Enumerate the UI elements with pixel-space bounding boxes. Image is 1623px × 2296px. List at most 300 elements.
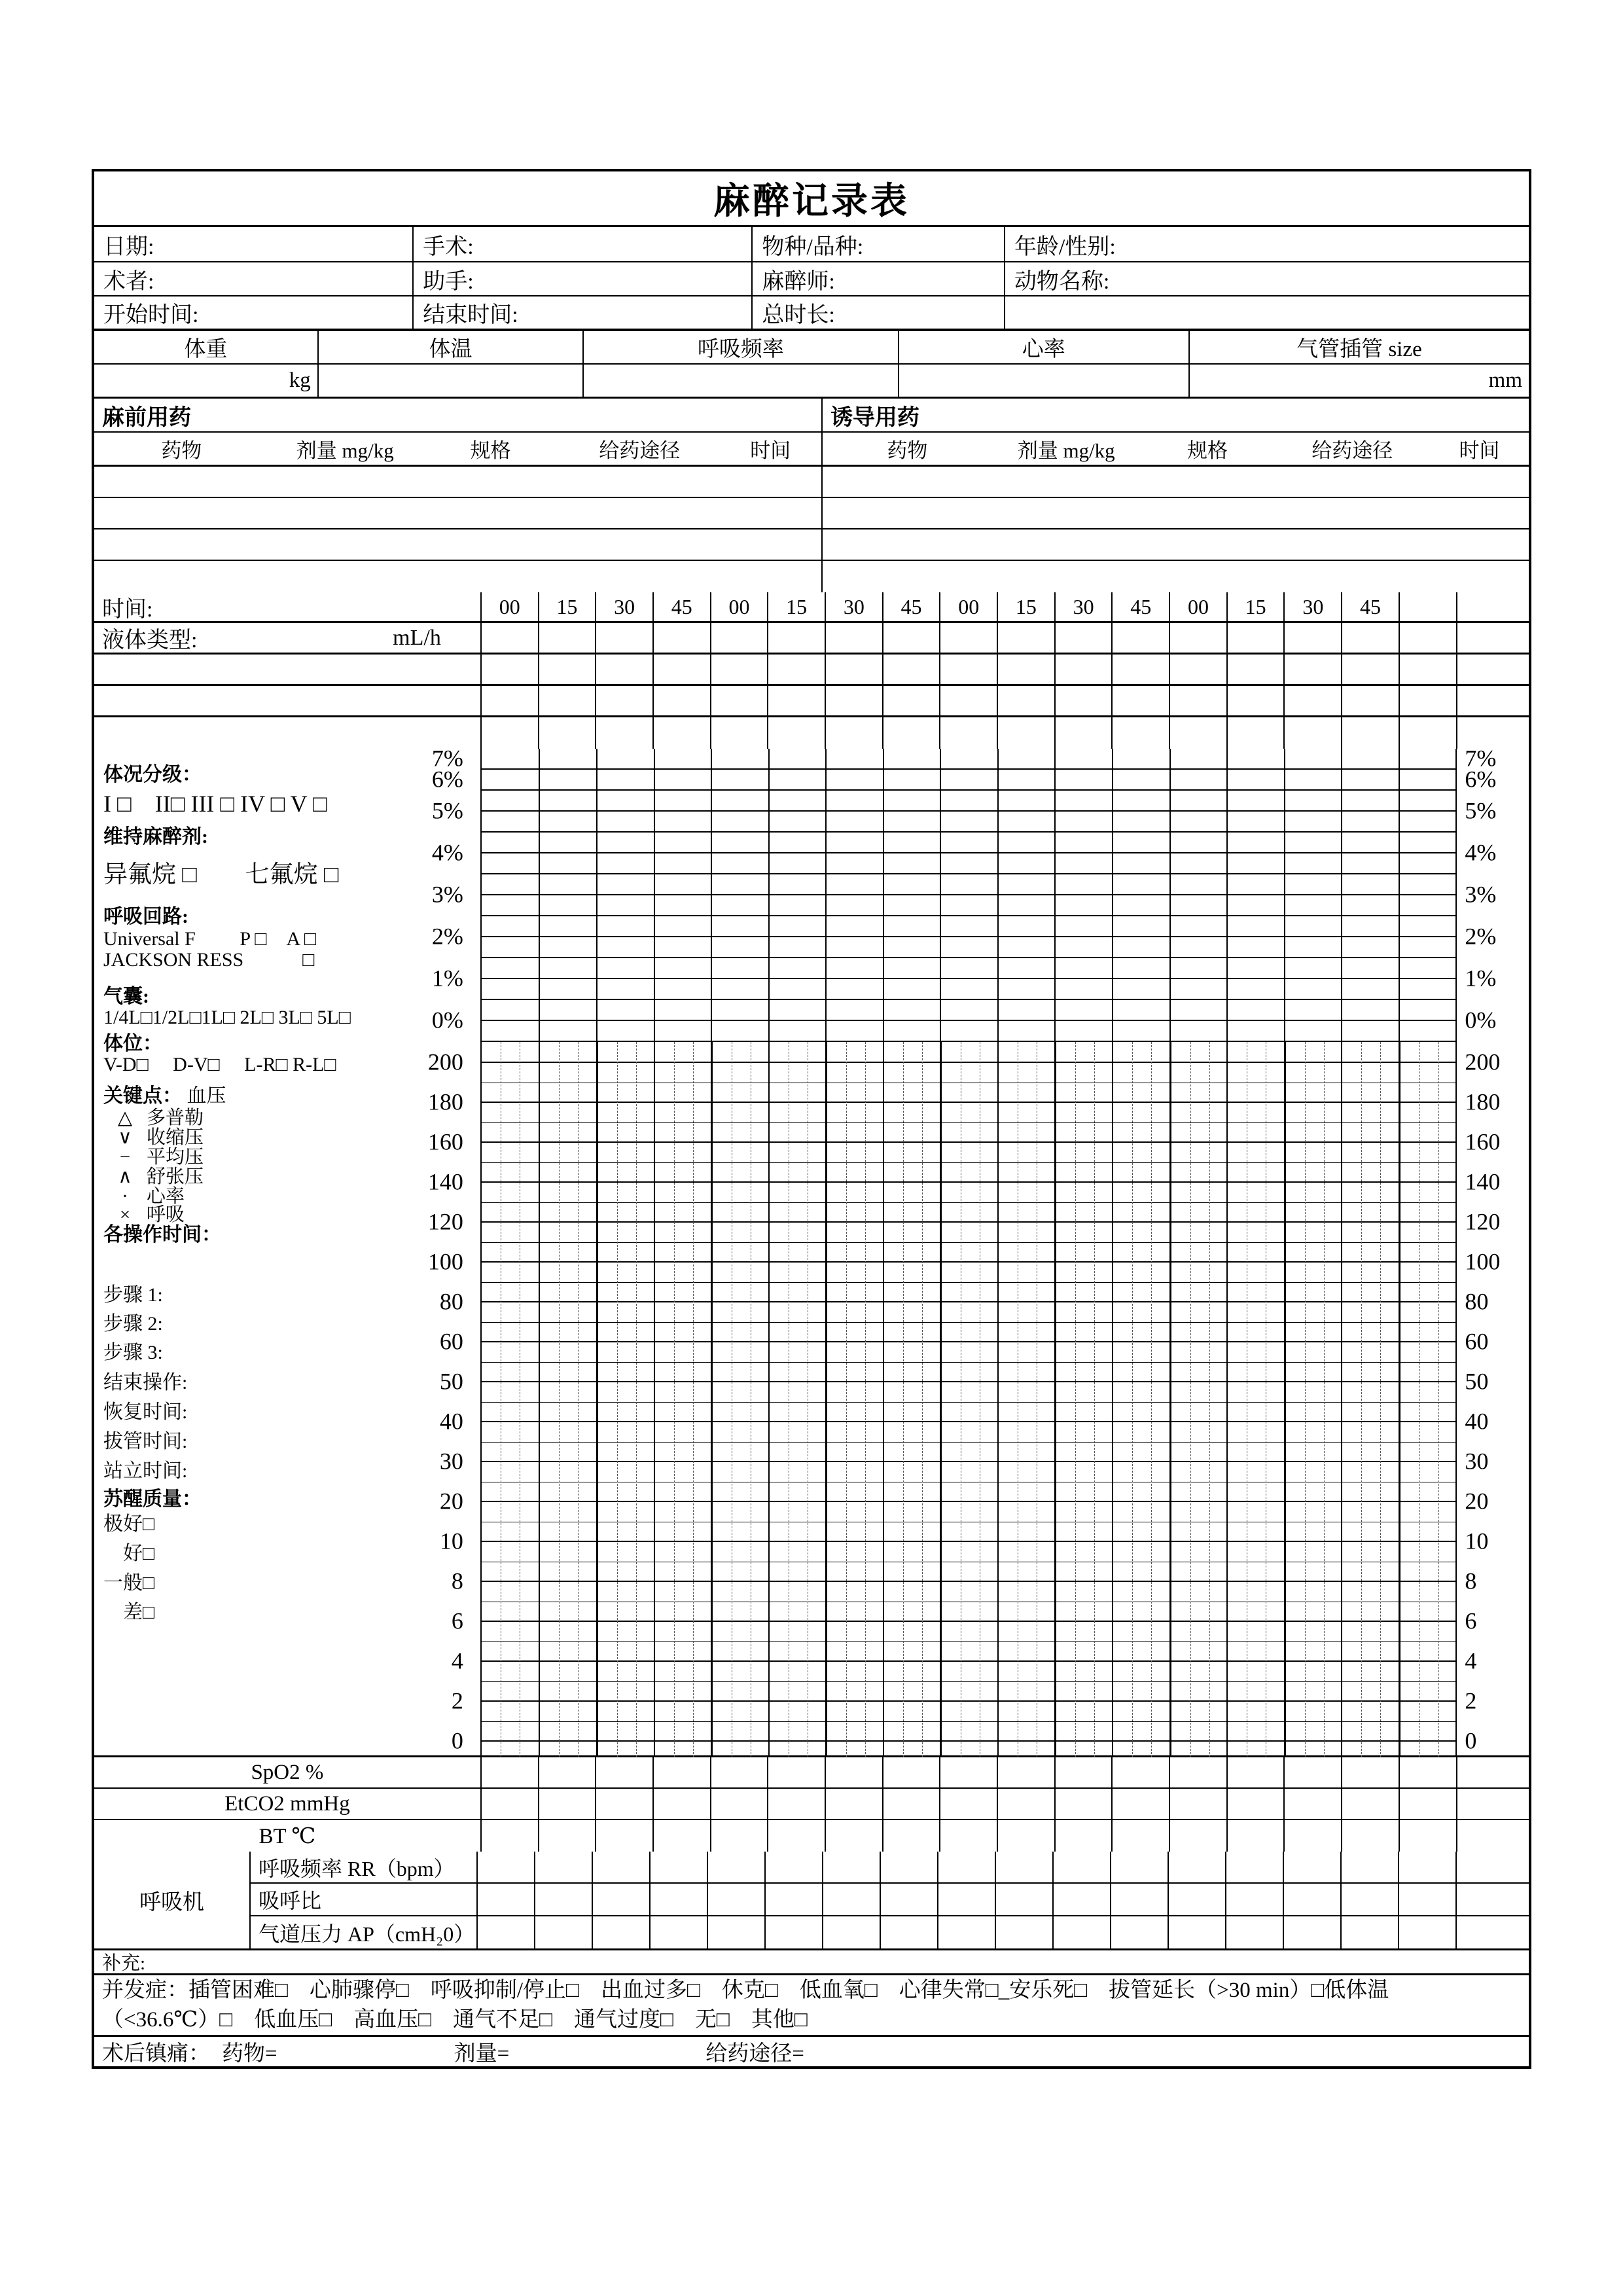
med-entry-cell[interactable] [94,561,821,592]
extra-cell[interactable] [710,655,768,684]
med-entry-row [94,498,1529,529]
monitor-cell[interactable] [825,1789,882,1819]
monitor-cell[interactable] [538,1757,596,1787]
extra-cell[interactable] [1399,686,1456,715]
ventilator-cell[interactable] [995,1852,1052,1882]
sidebar-checkbox-line[interactable]: JACKSON RESS □ [103,949,315,971]
monitor-cell[interactable] [1054,1820,1112,1852]
monitor-cell[interactable] [1111,1789,1169,1819]
monitor-cell[interactable] [538,1820,596,1852]
ventilator-cell[interactable] [1168,1916,1225,1948]
sidebar-line: 体况分级： [103,764,202,785]
ventilator-cell[interactable] [707,1852,764,1882]
extra-row-label [94,655,480,684]
med-col-header: 剂量 mg/kg [296,439,394,462]
ventilator-cell[interactable] [1168,1884,1225,1915]
monitor-cell[interactable] [1111,1757,1169,1787]
scale-vital-left: 30 [439,1448,463,1475]
sidebar-checkbox-line[interactable]: 1/4L□1/2L□1L□ 2L□ 3L□ 5L□ [103,1007,351,1028]
sidebar-line: 拔管时间: [103,1431,188,1452]
fluid-cell[interactable] [1283,623,1341,653]
vitals-header-3: 心率 [898,331,1188,363]
ventilator-cell[interactable] [1283,1884,1340,1915]
med-col-header: 时间 [1459,439,1500,462]
vitals-grid-interval [482,1542,1456,1582]
extra-cell[interactable] [997,686,1054,715]
ventilator-cell[interactable] [1168,1852,1225,1882]
monitor-cell[interactable] [939,1820,997,1852]
fluid-cell[interactable] [939,623,997,653]
ventilator-cell[interactable] [649,1852,707,1882]
extra-cell[interactable] [652,686,710,715]
ventilator-cell[interactable] [880,1852,937,1882]
scale-vital-left: 20 [439,1488,463,1515]
ventilator-cell[interactable] [534,1916,592,1948]
extra-cell[interactable] [1341,655,1399,684]
fluid-cell[interactable] [825,623,882,653]
fluid-cell[interactable] [882,623,940,653]
monitor-cell[interactable] [1054,1757,1112,1787]
vitals-grid-interval [482,1662,1456,1702]
ventilator-cell[interactable] [1225,1884,1283,1915]
monitor-cell[interactable] [1226,1789,1284,1819]
ventilator-cell[interactable] [534,1884,592,1915]
ventilator-cell[interactable] [880,1916,937,1948]
extra-cell[interactable] [595,717,652,749]
ventilator-cell[interactable] [764,1884,822,1915]
extra-cell[interactable] [710,686,768,715]
extra-cell[interactable] [767,655,825,684]
monitor-cell[interactable] [595,1789,652,1819]
analgesia-label: 术后镇痛： [102,2042,210,2066]
monitor-cell[interactable] [767,1757,825,1787]
keypoint-label: 舒张压 [147,1166,204,1187]
monitor-cell[interactable] [882,1757,940,1787]
time-cell: 00 [480,592,538,621]
ventilator-cell[interactable] [707,1916,764,1948]
ventilator-cell[interactable] [764,1852,822,1882]
extra-cell[interactable] [767,717,825,749]
monitor-cell[interactable] [1399,1820,1456,1852]
sidebar-line: 呼吸回路: [103,906,188,927]
extra-cell[interactable] [1054,717,1112,749]
med-entry-cell[interactable] [94,498,821,528]
extra-cell[interactable] [1111,655,1169,684]
monitor-cell[interactable] [1399,1757,1456,1787]
fluid-cell[interactable] [595,623,652,653]
baseline-vitals-values [94,365,1529,399]
extra-cell[interactable] [997,717,1054,749]
monitor-cell[interactable] [997,1789,1054,1819]
extra-entry-row [94,655,1529,686]
monitor-cell[interactable] [1054,1789,1112,1819]
scale-vital-right: 4 [1465,1647,1477,1674]
extra-cell[interactable] [480,686,538,715]
extra-cell[interactable] [1399,717,1456,749]
ventilator-cell[interactable] [1398,1852,1455,1882]
chart-grid [480,749,1456,1755]
ventilator-cell[interactable] [1110,1852,1168,1882]
ventilator-cell[interactable] [1340,1916,1398,1948]
extra-cell[interactable] [1169,686,1226,715]
monitor-cell[interactable] [710,1757,768,1787]
extra-entry-row [94,717,1529,749]
ventilator-cell[interactable] [707,1884,764,1915]
extra-cell[interactable] [882,717,940,749]
sidebar-line: 各操作时间： [103,1224,221,1246]
fluid-cell[interactable] [480,623,538,653]
chart-sidebar [94,745,463,1755]
ventilator-cell[interactable] [476,1852,534,1882]
ventilator-cell[interactable] [1225,1852,1283,1882]
info-field-0-1: 手术: [412,227,751,261]
fluid-cell[interactable] [1169,623,1226,653]
monitor-cell[interactable] [997,1757,1054,1787]
monitor-cell[interactable] [1226,1820,1284,1852]
fluid-cell[interactable] [652,623,710,653]
extra-cell[interactable] [652,655,710,684]
extra-cell[interactable] [538,717,596,749]
extra-cell[interactable] [825,655,882,684]
info-field-2-1: 结束时间: [412,296,751,329]
extra-cell[interactable] [480,655,538,684]
monitor-row [94,1820,1529,1852]
scale-vital-left: 40 [439,1408,463,1435]
info-field-1-1: 助手: [412,262,751,295]
fluid-cell[interactable] [1341,623,1399,653]
percent-grid-row [482,874,1456,895]
sidebar-checkbox-line[interactable]: 极好□ [103,1513,155,1535]
med-col-header: 给药途径 [1311,439,1393,462]
monitor-label: SpO2 % [251,1760,324,1784]
sidebar-line: 结束操作: [103,1372,188,1393]
extra-cell[interactable] [1283,686,1341,715]
scale-vital-right: 20 [1465,1488,1489,1515]
monitor-cell[interactable] [882,1820,940,1852]
extra-cell[interactable] [480,717,538,749]
monitor-cell[interactable] [1169,1820,1226,1852]
extra-cell[interactable] [882,655,940,684]
extra-entry-rows [94,655,1529,749]
med-entry-row [94,467,1529,498]
extra-cell[interactable] [1169,717,1226,749]
scale-percent-left: 2% [431,923,463,950]
vitals-grid-interval [482,1622,1456,1662]
vitals-unit-mm: mm [1188,365,1529,397]
percent-grid-row [482,979,1456,1000]
right-scale [1455,745,1529,1755]
ventilator-cell[interactable] [822,1884,880,1915]
med-entry-row [94,529,1529,561]
ventilator-row-label: 呼吸频率 RR（bpm） [259,1856,455,1880]
monitor-cell[interactable] [652,1789,710,1819]
time-cell: 45 [1111,592,1169,621]
extra-cell[interactable] [1169,655,1226,684]
complications-line1: 并发症：插管困难□ 心肺骤停□ 呼吸抑制/停止□ 出血过多□ 休克□ 低血氧□ 心律失常□_安乐死□ 拔管延长（>30 min）□低体温 [102,1978,1389,2002]
extra-cell[interactable] [1111,686,1169,715]
monitor-cell[interactable] [1283,1757,1341,1787]
info-field-0-3: 年龄/性别: [1004,227,1529,261]
monitor-cell[interactable] [480,1789,538,1819]
chart-left-column [94,745,480,1755]
time-cell: 45 [882,592,940,621]
sidebar-checkbox-line[interactable]: 一般□ [103,1572,155,1594]
ventilator-cell[interactable] [822,1852,880,1882]
monitor-cell[interactable] [767,1789,825,1819]
ventilator-cell[interactable] [1340,1852,1398,1882]
monitor-cell[interactable] [1169,1789,1226,1819]
extra-cell[interactable] [595,686,652,715]
vitals-header-1: 体温 [317,331,583,363]
percent-grid-row [482,833,1456,853]
extra-cell[interactable] [1226,686,1284,715]
monitor-cell[interactable] [1341,1789,1399,1819]
ventilator-cell[interactable] [649,1916,707,1948]
sidebar-keypoint-legend [103,1127,204,1149]
ventilator-cell[interactable] [937,1916,995,1948]
vitals-header-0: 体重 [184,338,228,361]
keypoint-label: 多普勒 [147,1107,204,1128]
sidebar-checkbox-line[interactable]: V-D□ D-V□ L-R□ R-L□ [103,1054,336,1075]
monitor-cell[interactable] [1283,1820,1341,1852]
keypoint-label: 心率 [147,1186,185,1207]
time-cell: 00 [939,592,997,621]
extra-cell[interactable] [1054,655,1112,684]
sidebar-checkbox-line[interactable]: 好□ [103,1543,155,1564]
vitals-value-cell [582,365,897,397]
monitor-cell[interactable] [1226,1757,1284,1787]
monitor-cell[interactable] [939,1789,997,1819]
monitor-row [94,1757,1529,1789]
extra-row-label [94,686,480,715]
sidebar-checkbox-line[interactable]: 异氟烷 □ 七氟烷 □ [103,861,339,888]
monitor-cell[interactable] [1341,1757,1399,1787]
extra-cell[interactable] [1226,655,1284,684]
extra-cell[interactable] [825,717,882,749]
keypoint-symbol: △ [117,1107,133,1128]
ventilator-cell[interactable] [937,1852,995,1882]
ventilator-cell[interactable] [1052,1916,1110,1948]
sidebar-line: 步骤 1: [103,1284,163,1306]
info-row [94,262,1529,296]
ventilator-cell[interactable] [1283,1916,1340,1948]
page-title: 麻醉记录表 [713,181,910,222]
info-field-0-0: 日期: [103,234,154,259]
ventilator-cell[interactable] [995,1916,1052,1948]
scale-vital-right: 180 [1465,1088,1501,1115]
sidebar-checkbox-line[interactable]: 差□ [103,1602,155,1623]
scale-vital-left: 80 [439,1288,463,1315]
monitor-cell[interactable] [1399,1789,1456,1819]
monitor-cell[interactable] [997,1820,1054,1852]
ventilator-cell[interactable] [592,1916,649,1948]
ventilator-cell[interactable] [1283,1852,1340,1882]
percent-grid-row [482,812,1456,833]
monitor-cell[interactable] [480,1757,538,1787]
med-entry-cell[interactable] [94,529,821,560]
fluid-cell[interactable] [1226,623,1284,653]
complications-row[interactable] [94,1975,1529,2037]
fluid-row-label [94,623,480,653]
extra-cell[interactable] [1054,686,1112,715]
ventilator-cell[interactable] [1398,1884,1455,1915]
extra-cell[interactable] [882,686,940,715]
fluid-cell[interactable] [710,623,768,653]
monitor-cell[interactable] [825,1820,882,1852]
vitals-value-cell [317,365,583,397]
scale-vital-left: 4 [451,1647,463,1674]
time-cell: 30 [1054,592,1112,621]
ventilator-cell[interactable] [1110,1916,1168,1948]
ventilator-cell[interactable] [880,1884,937,1915]
fluid-label-text: 液体类型: [102,628,198,653]
info-field-1-2: 麻醉师: [751,262,1004,295]
ventilator-cell[interactable] [649,1884,707,1915]
extra-cell[interactable] [997,655,1054,684]
ventilator-cell[interactable] [764,1916,822,1948]
ventilator-cell[interactable] [476,1916,534,1948]
ventilator-cell[interactable] [592,1884,649,1915]
med-entry-cell[interactable] [821,529,1529,560]
monitor-cell[interactable] [882,1789,940,1819]
fluid-cell[interactable] [767,623,825,653]
scale-percent-left: 4% [431,839,463,866]
sidebar-checkbox-line[interactable]: I □ II□ III □ IV □ V □ [103,791,327,817]
ventilator-cell[interactable] [1225,1916,1283,1948]
premed-title: 麻前用药 [102,405,191,430]
med-entry-cell[interactable] [821,498,1529,528]
extra-cell[interactable] [595,655,652,684]
info-row [94,227,1529,262]
fluid-cell[interactable] [1111,623,1169,653]
scale-percent-left: 1% [431,965,463,992]
monitor-cell[interactable] [825,1757,882,1787]
fluid-cell[interactable] [1054,623,1112,653]
ventilator-band [1455,1916,1529,1948]
med-entry-cell[interactable] [821,561,1529,592]
ventilator-cell[interactable] [822,1916,880,1948]
ventilator-cell[interactable] [995,1884,1052,1915]
extra-cell[interactable] [1283,655,1341,684]
time-cell: 30 [595,592,652,621]
sidebar-keypoint-legend [103,1204,185,1226]
monitor-cell[interactable] [710,1820,768,1852]
vitals-grid-interval [482,1702,1456,1742]
ventilator-cell[interactable] [534,1852,592,1882]
info-field-0-2: 物种/品种: [751,227,1004,261]
monitor-cell[interactable] [939,1757,997,1787]
monitor-cell[interactable] [710,1789,768,1819]
extra-cell[interactable] [1111,717,1169,749]
vitals-header-2: 呼吸频率 [582,331,897,363]
ventilator-cell[interactable] [1052,1884,1110,1915]
ventilator-cell[interactable] [937,1884,995,1915]
scale-percent-left: 7% [431,745,463,772]
scale-vital-left: 6 [451,1607,463,1634]
extra-cell[interactable] [767,686,825,715]
extra-cell[interactable] [1341,686,1399,715]
scale-vital-right: 60 [1465,1328,1489,1355]
ventilator-cell[interactable] [592,1852,649,1882]
scale-percent-right: 7% [1465,745,1497,772]
extra-cell[interactable] [710,717,768,749]
med-col-header: 剂量 mg/kg [1017,439,1115,462]
fluid-cell[interactable] [997,623,1054,653]
analgesia-drug-label: 药物= [222,2042,277,2066]
extra-cell[interactable] [1399,655,1456,684]
sidebar-line: 气囊: [103,986,149,1007]
extra-cell[interactable] [939,717,997,749]
monitor-cell[interactable] [1341,1820,1399,1852]
monitor-cell[interactable] [652,1757,710,1787]
extra-cell[interactable] [1226,717,1284,749]
med-entry-cell[interactable] [94,467,821,497]
monitor-cell[interactable] [767,1820,825,1852]
monitor-cell[interactable] [595,1757,652,1787]
scale-percent-right: 0% [1465,1007,1497,1033]
baseline-vitals-header [94,331,1529,365]
monitor-band [1456,1757,1529,1787]
keypoints-bp-label: 血压 [182,1085,226,1107]
ventilator-cell[interactable] [1052,1852,1110,1882]
fluid-row-band [1456,623,1529,653]
monitor-cell[interactable] [595,1820,652,1852]
scale-vital-right: 50 [1465,1368,1489,1395]
fluid-cell[interactable] [538,623,596,653]
monitor-cell[interactable] [538,1789,596,1819]
med-entry-cell[interactable] [821,467,1529,497]
extra-cell[interactable] [1341,717,1399,749]
extra-cell[interactable] [939,686,997,715]
scale-vital-right: 40 [1465,1408,1489,1435]
sidebar-line: 恢复时间: [103,1401,188,1423]
ventilator-cell[interactable] [476,1884,534,1915]
ventilator-cell[interactable] [1398,1916,1455,1948]
extra-cell[interactable] [825,686,882,715]
extra-cell[interactable] [538,655,596,684]
extra-cell[interactable] [652,717,710,749]
info-field-2-0: 开始时间: [103,303,199,327]
monitor-cell[interactable] [1283,1789,1341,1819]
info-field-1-3: 动物名称: [1004,262,1529,295]
ventilator-cell[interactable] [1110,1884,1168,1915]
vitals-grid-interval [482,1143,1456,1183]
scale-percent-right: 5% [1465,797,1497,824]
scale-percent-left: 3% [431,881,463,908]
monitor-cell[interactable] [1169,1757,1226,1787]
extra-cell[interactable] [538,686,596,715]
scale-percent-left: 6% [431,766,463,793]
fluid-cell[interactable] [1399,623,1456,653]
scale-vital-right: 0 [1465,1727,1477,1754]
extra-cell[interactable] [939,655,997,684]
time-cell: 15 [1226,592,1284,621]
med-col-header: 药物 [887,439,928,462]
analgesia-dose-label: 剂量= [454,2042,510,2066]
time-cell: 30 [1283,592,1341,621]
scale-vital-right: 120 [1465,1208,1501,1235]
scale-percent-right: 2% [1465,923,1497,950]
monitor-cell[interactable] [1111,1820,1169,1852]
ventilator-cell[interactable] [1340,1884,1398,1915]
keypoints-label: 关键点： [103,1085,182,1107]
medication-column-headers [94,433,1529,467]
extra-cell[interactable] [1283,717,1341,749]
med-col-header: 药物 [161,439,202,462]
monitor-cell[interactable] [652,1820,710,1852]
monitor-cell[interactable] [480,1820,538,1852]
sidebar-checkbox-line[interactable]: Universal F P □ A □ [103,928,317,950]
